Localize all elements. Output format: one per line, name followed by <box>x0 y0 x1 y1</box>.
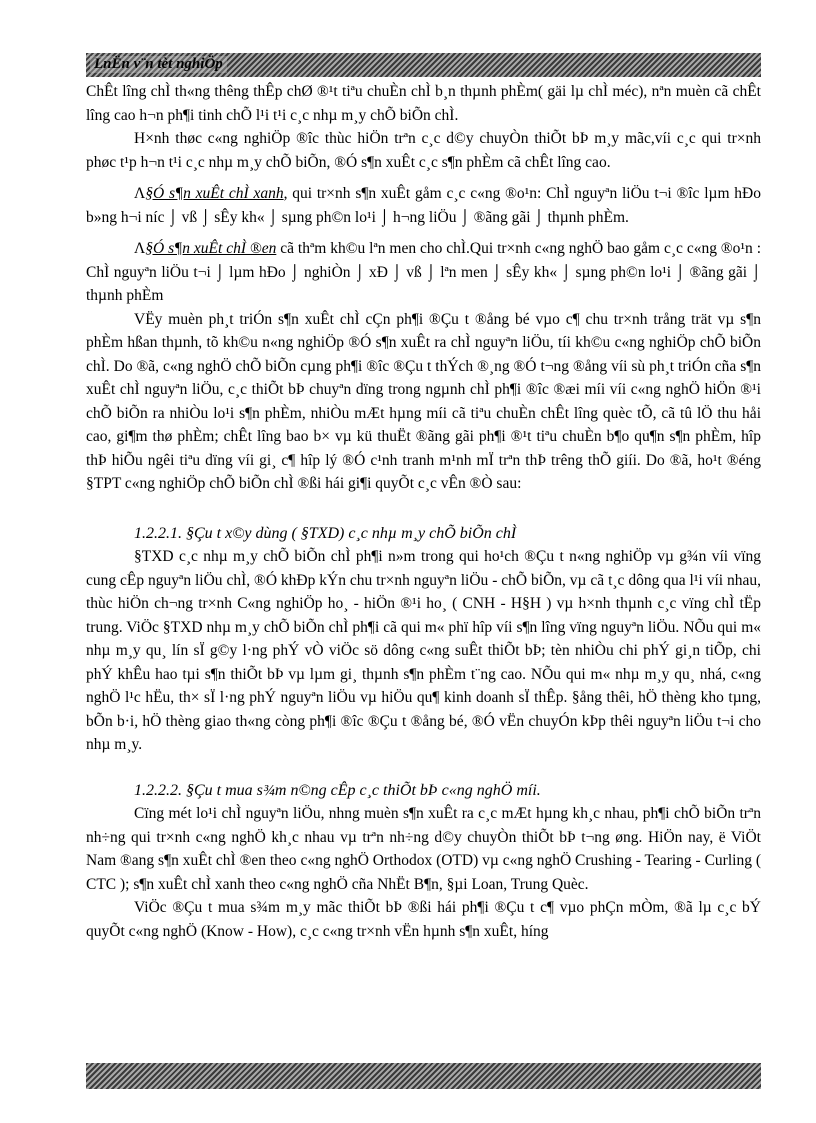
paragraph: VËy muèn ph¸t triÓn s¶n xuÊt chÌ cÇn ph¶i ®Çu t ®ång bé vµo c¶ chu tr×nh trång trät vµ s¶n phÈm hßan thµnh, tõ kh©u n«ng nghiÖp ®Ó s¶n xuÊt ra chÌ nguyªn liÖu, tíi kh©u c«ng nghiÖp chÕ biÕn chÌ. Do ®ã, c«ng nghÖ chÕ biÕn cµng ph¶i ®îc ®Çu t thÝch ®¸ng ®Ó t¬ng ®ång víi sù ph¸t triÓn cña s¶n xuÊt chÌ nguyªn liÖu, c¸c thiÕt bÞ chuyªn dïng trong ngµnh chÌ ph¶i ®îc ®æi míi víi c«ng nghÖ hiÖn ®¹i chÕ biÕn ra nhiÒu lo¹i s¶n phÈm, nhiÒu mÆt hµng míi cã tiªu chuÈn chÊt lîng quèc tÕ, cã tû lÖ thu håi cao, gi¶m thø phÈm; chÊt lîng bao b× vµ kü thuËt ®ãng gãi ph¶i ®¹t tiªu chuÈn b¶o qu¶n s¶n phÈm, hîp thÞ hiÕu ngêi tiªu dïng víi gi¸ c¶ hîp lý ®Ó c¹nh tranh m¹nh mÏ trªn thÞ trêng thÕ giíi. Do ®ã, ho¹t ®éng §TPT c«ng nghiÖp chÕ biÕn chÌ ®ßi hái gi¶i quyÕt c¸c vÊn ®Ò sau: <box>86 310 761 492</box>
header-title: LnËn v¨n tèt nghiÖp <box>90 56 227 73</box>
paragraph: Cïng mét lo¹i chÌ nguyªn liÖu, nhng muèn s¶n xuÊt ra c¸c mÆt hµng kh¸c nhau, ph¶i chÕ biÕn trªn nh÷ng qui tr×nh c«ng nghÖ kh¸c nhau vµ trªn nh÷ng d©y chuyÒn thiÕt bÞ t¬ng øng. HiÖn nay, ë ViÖt Nam ®ang s¶n xuÊt chÌ ®en theo c«ng nghÖ Orthodox (OTD) vµ c«ng nghÖ Crushing - Tearing - Curling ( CTC ); s¶n xuÊt chÌ xanh theo c«ng nghÖ cña NhËt B¶n, §µi Loan, Trung Quèc. <box>86 805 761 893</box>
paragraph: H×nh thøc c«ng nghiÖp ®îc thùc hiÖn trªn c¸c d©y chuyÒn thiÕt bÞ m¸y mãc,víi c¸c qui tr×nh phøc t¹p h¬n t¹i c¸c nhµ m¸y chÕ biÕn, ®Ó s¶n xuÊt c¸c s¶n phÈm cã chÊt lîng cao. <box>86 130 761 171</box>
page-header-band <box>86 53 761 77</box>
bullet-marker: Λ <box>134 240 146 257</box>
bullet-marker: Λ <box>134 185 146 202</box>
paragraph-green-tea <box>86 182 761 229</box>
paragraph: §TXD c¸c nhµ m¸y chÕ biÕn chÌ ph¶i n»m trong qui ho¹ch ®Çu t n«ng nghiÖp vµ g¾n víi vïng cung cÊp nguyªn liÖu chÌ, ®Ó khÐp kÝn chu tr×nh nguyªn liÖu - chÕ biÕn, vµ cã t¸c dông qua l¹i víi nhau, thùc hiÖn ch¬ng tr×nh C«ng nghiÖp ho¸ - hiÖn ®¹i ho¸ ( CNH - H§H ) vµ h×nh thµnh c¸c vïng chÌ tËp trung. ViÖc §TXD nhµ m¸y chÕ biÕn chÌ ph¶i cã qui m« phï hîp víi s¶n lîng vïng nguyªn liÖu. NÕu qui m« nhµ m¸y qu¸ lín sÏ g©y l·ng phÝ vÒ viÖc sö dông c«ng suÊt thiÕt bÞ; tèn nhiÒu chi phÝ gi¸n tiÕp, chi phÝ khÊu hao tµi s¶n thiÕt bÞ vµ lµm gi¸ thµnh s¶n phÈm t¨ng cao. NÕu qui m« nhµ m¸y qu¸ nhá, c«ng nghÖ l¹c hËu, th× sÏ l·ng phÝ nguyªn liÖu vµ hiÖu qu¶ kinh doanh sÏ thÊp. §ång thêi, hÖ thèng kho tµng, bÕn b·i, hÖ thèng giao th«ng còng ph¶i ®îc ®Çu t ®ång bé, ®Ó vËn chuyÓn kÞp thêi nguyªn liÖu t¬i cho nhµ m¸y. <box>86 548 761 753</box>
page-footer-band <box>86 1063 761 1089</box>
document-body <box>86 80 761 943</box>
paragraph-text: cã thªm kh©u lªn men cho chÌ.Qui tr×nh c«ng nghÖ bao gåm c¸c c«ng ®o¹n : ChÌ nguyªn liÖu t¬i ⌡ lµm hÐo ⌡ nghiÒn ⌡ xÐ ⌡ vß ⌡ lªn men ⌡ sÊy kh« ⌡ sµng ph©n lo¹i ⌡ ®ãng gãi ⌡ thµnh phÈm <box>86 240 761 304</box>
section-heading: 1.2.2.1. §Çu t x©y dùng ( §TXD) c¸c nhµ m¸y chÕ biÕn chÌ <box>134 524 517 542</box>
paragraph: ViÖc ®Çu t mua s¾m m¸y mãc thiÕt bÞ ®ßi hái ph¶i ®Çu t c¶ vµo phÇn mÒm, ®ã lµ c¸c bÝ quyÕt c«ng nghÖ (Know - How), c¸c c«ng tr×nh vËn hµnh s¶n xuÊt, híng <box>86 899 761 940</box>
underlined-phrase: §Ó s¶n xuÊt chÌ ®en <box>145 240 277 257</box>
underlined-phrase: §Ó s¶n xuÊt chÌ xanh <box>145 185 284 202</box>
paragraph-text: , qui tr×nh s¶n xuÊt gåm c¸c c«ng ®o¹n: ChÌ nguyªn liÖu t¬i ®îc lµm hÐo b»ng h¬i níc ⌡ vß ⌡ sÊy kh« ⌡ sµng ph©n lo¹i ⌡ h¬ng liÖu ⌡ ®ãng gãi ⌡ thµnh phÈm. <box>86 185 762 226</box>
section-heading: 1.2.2.2. §Çu t mua s¾m n©ng cÊp c¸c thiÕt bÞ c«ng nghÖ míi. <box>134 781 541 799</box>
paragraph: ChÊt lîng chÌ th«ng thêng thÊp chØ ®¹t tiªu chuÈn chÌ b¸n thµnh phÈm( gäi lµ chÌ méc), nªn muèn cã chÊt lîng cao h¬n ph¶i tinh chÕ l¹i t¹i c¸c nhµ m¸y chÕ biÕn chÌ. <box>86 83 761 124</box>
paragraph-black-tea <box>86 237 761 308</box>
